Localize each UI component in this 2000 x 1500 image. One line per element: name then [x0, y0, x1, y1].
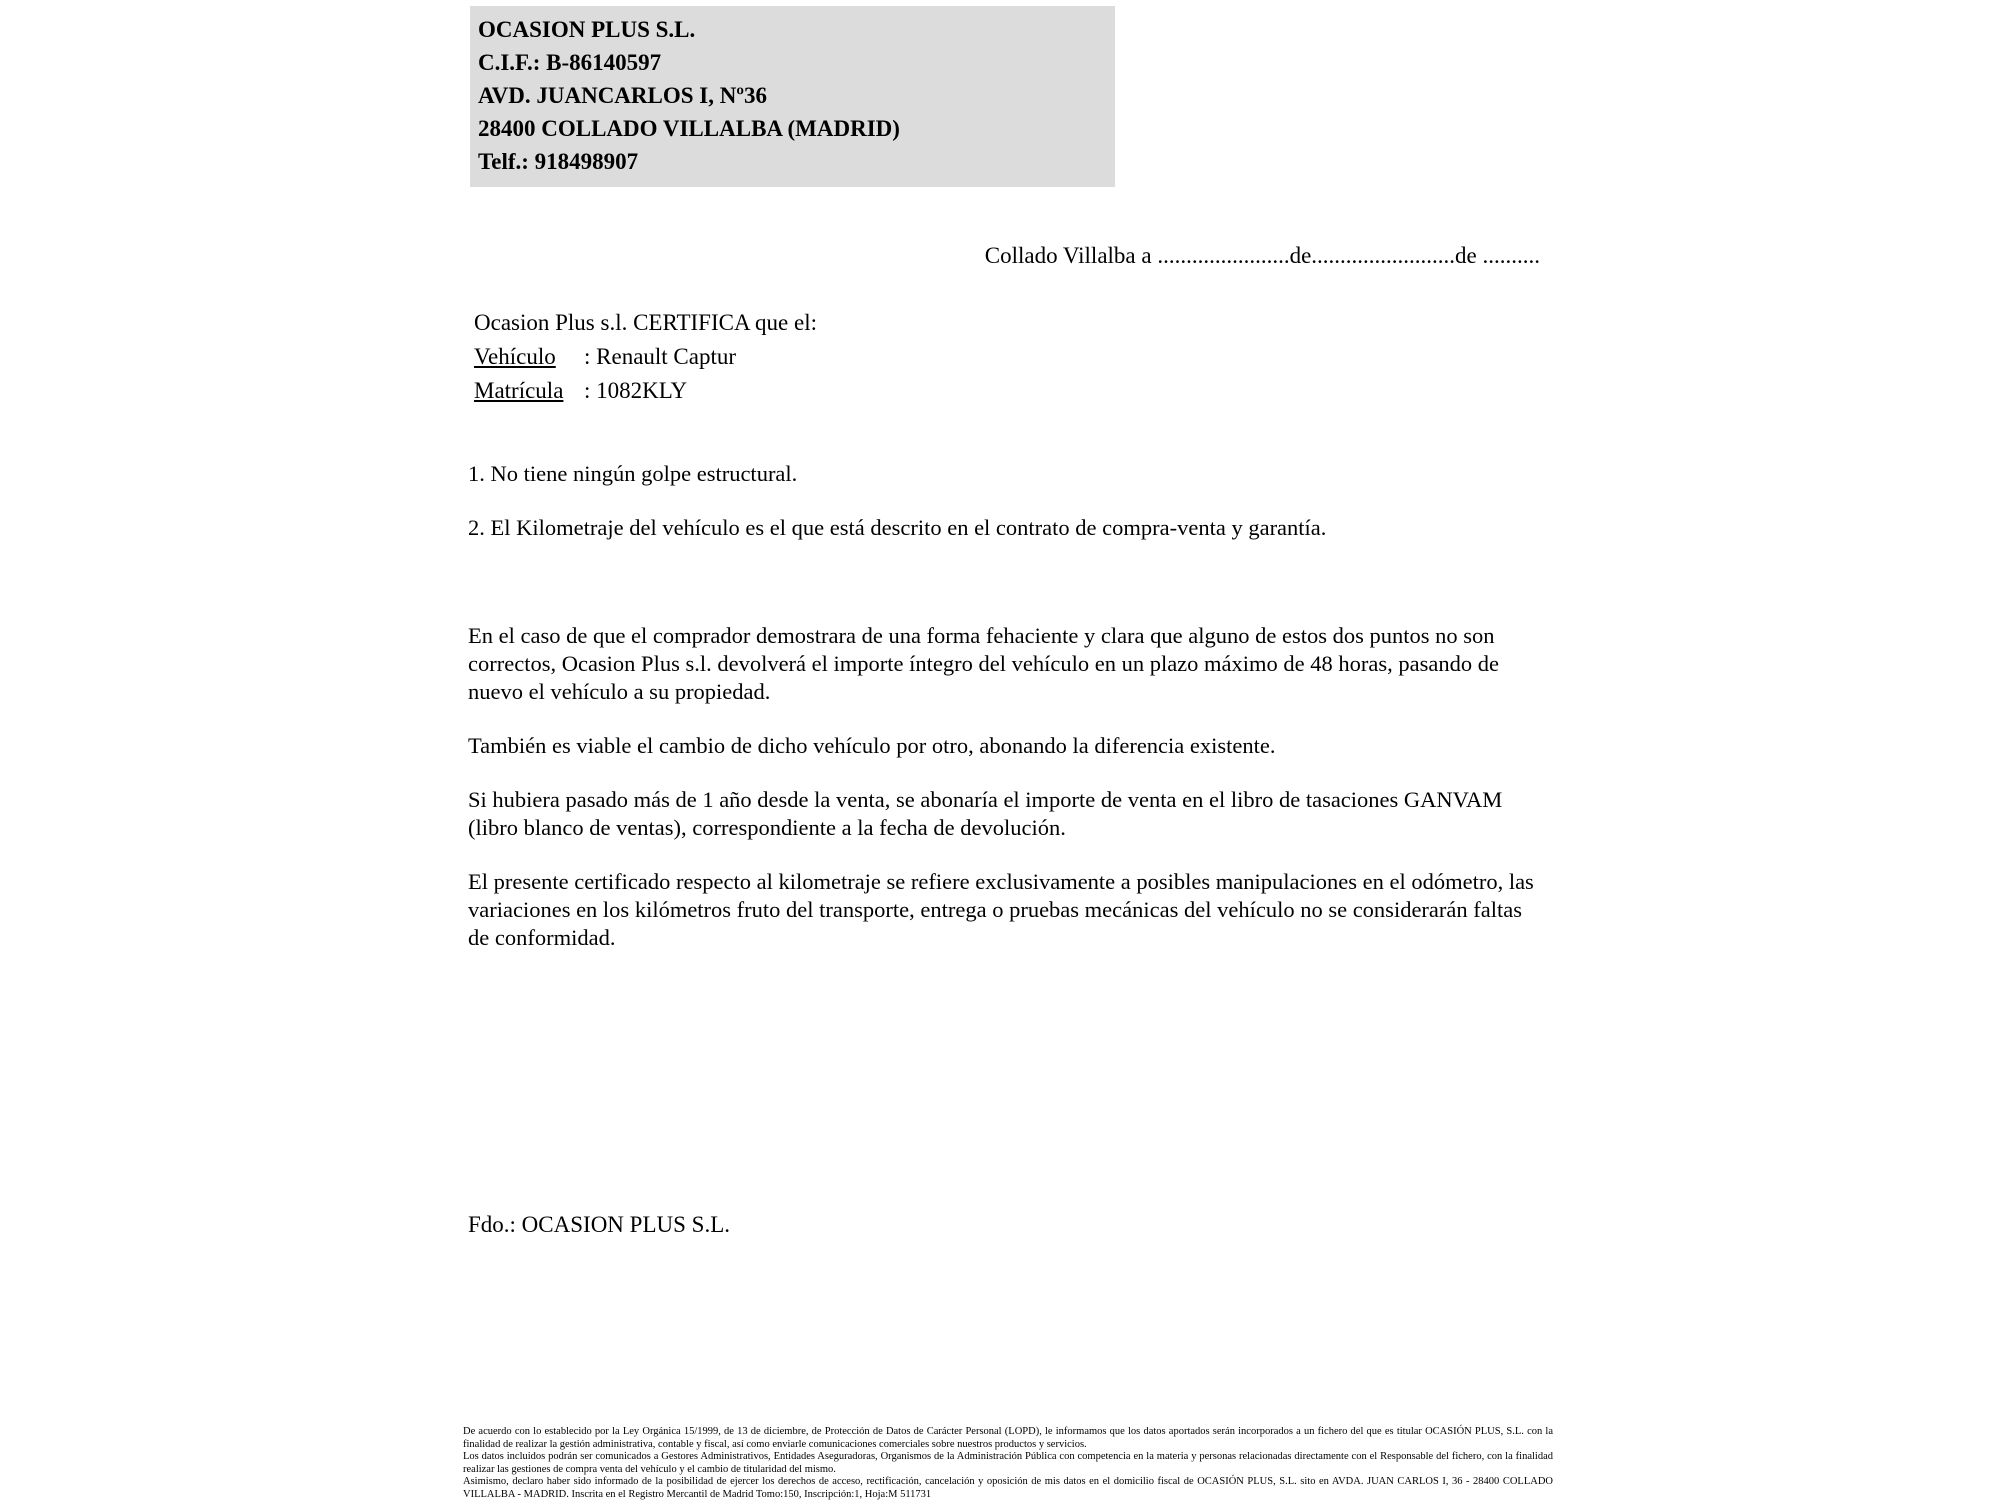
vehicle-label: Vehículo: [474, 344, 556, 369]
certification-block: [474, 306, 817, 408]
paragraph-refund: En el caso de que el comprador demostrara de una forma fehaciente y clara que alguno de estos dos puntos no son correctos, Ocasion Plus s.l. devolverá el importe íntegro del vehículo en un plazo máximo de 48 horas, pasando de nuevo el vehículo a su propiedad.: [468, 623, 1499, 704]
plate-value: : 1082KLY: [584, 378, 688, 403]
plate-row: [474, 374, 817, 408]
paragraph-ganvam: Si hubiera pasado más de 1 año desde la venta, se abonaría el importe de venta en el libro de tasaciones GANVAM (libro blanco de ventas), correspondiente a la fecha de devolución.: [468, 787, 1503, 840]
company-address: AVD. JUANCARLOS I, Nº36: [478, 83, 767, 108]
legal-paragraph-data-sharing: Los datos incluidos podrán ser comunicados a Gestores Administrativos, Entidades Aseguradoras, Organismos de la Administración Pública con competencia en la materia y personas relacionadas directamente con el Responsable del fichero, con la finalidad realizar las gestiones de compra venta del vehículo y el cambio de titularidad del mismo.: [463, 1451, 1553, 1475]
certification-intro: Ocasion Plus s.l. CERTIFICA que el:: [474, 310, 817, 335]
company-header-block: [470, 6, 1115, 187]
company-phone: Telf.: 918498907: [478, 149, 639, 174]
vehicle-row: [474, 340, 817, 374]
date-line: Collado Villalba a .......................de.........................de ..........: [984, 243, 1540, 268]
plate-label: Matrícula: [474, 378, 564, 403]
company-name: OCASION PLUS S.L.: [478, 17, 696, 42]
vehicle-value: : Renault Captur: [584, 344, 737, 369]
paragraph-exchange: También es viable el cambio de dicho vehículo por otro, abonando la diferencia existente.: [468, 733, 1276, 758]
point-2: 2. El Kilometraje del vehículo es el que está descrito en el contrato de compra-venta y garantía.: [468, 515, 1327, 540]
legal-paragraph-lopd: De acuerdo con lo establecido por la Ley Orgánica 15/1999, de 13 de diciembre, de Protección de Datos de Carácter Personal (LOPD), le informamos que los datos aportados serán incorporados a un fichero del que es titular OCASIÓN PLUS, S.L. con la finalidad de realizar la gestión administrativa, contable y fiscal, así como enviarle comunicaciones comerciales sobre nuestros productos y servicios.: [463, 1426, 1553, 1450]
legal-paragraph-rights: Asimismo, declaro haber sido informado de la posibilidad de ejercer los derechos de acceso, rectificación, cancelación y oposición de mis datos en el domicilio fiscal de OCASIÓN PLUS, S.L. sito en AVDA. JUAN CARLOS I, 36 - 28400 COLLADO VILLALBA - MADRID. Inscrita en el Registro Mercantil de Madrid Tomo:150, Inscripción:1, Hoja:M 511731: [463, 1476, 1553, 1500]
point-1: 1. No tiene ningún golpe estructural.: [468, 461, 798, 486]
company-cif: C.I.F.: B-86140597: [478, 50, 662, 75]
signature-line: Fdo.: OCASION PLUS S.L.: [468, 1212, 730, 1237]
paragraph-odometer: El presente certificado respecto al kilometraje se refiere exclusivamente a posibles manipulaciones en el odómetro, las variaciones en los kilómetros fruto del transporte, entrega o pruebas mecánicas del vehículo no se considerarán faltas de conformidad.: [468, 869, 1534, 950]
company-city: 28400 COLLADO VILLALBA (MADRID): [478, 116, 900, 141]
legal-footer: [463, 1426, 1553, 1500]
certified-points: [468, 460, 1543, 568]
body-paragraphs: [468, 622, 1543, 978]
